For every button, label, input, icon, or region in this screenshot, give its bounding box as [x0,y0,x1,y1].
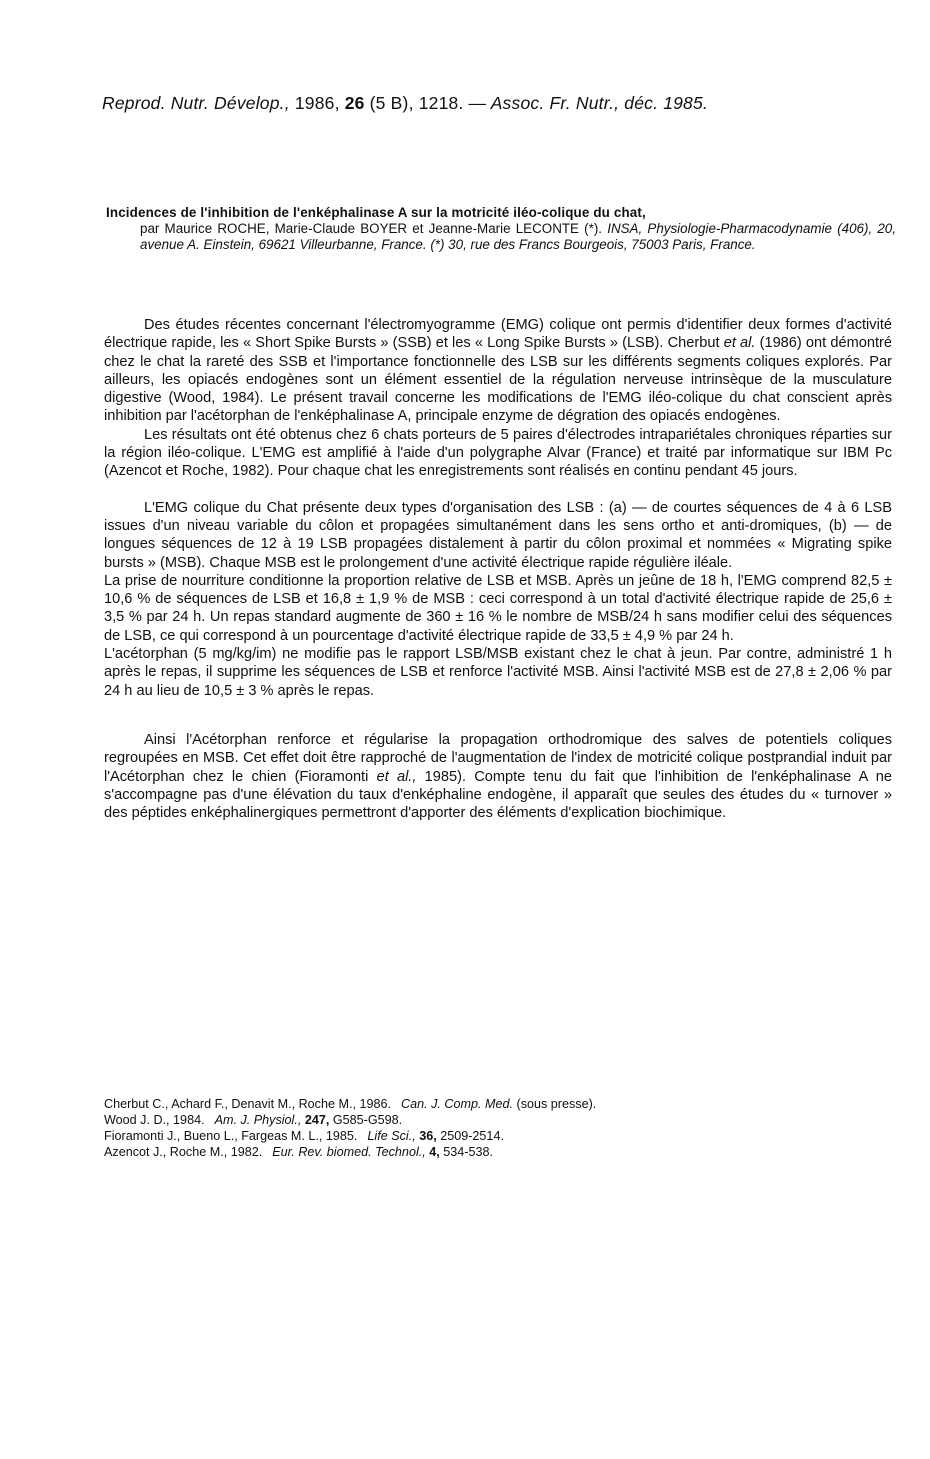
reference-list [104,1096,892,1160]
reference-volume: 36, [419,1129,437,1143]
reference-journal: Am. J. Physiol., [214,1113,302,1127]
running-header [102,93,892,114]
paragraph-results-organisation: L'EMG colique du Chat présente deux types d'organisation des LSB : (a) — de courtes séquences de 4 à 6 LSB issues d'un niveau variable du côlon et propagées simultanément dans les sens ortho et anti-dromiques, (b) — de longues séquences de 12 à 19 LSB propagées distalement à partir du côlon proximal et nommées « Migrating spike bursts » (MSB). Chaque MSB est le prolongement d'une activité électrique rapide régulière iléale. [104,499,892,571]
reference-pages: (sous presse). [516,1097,597,1111]
paragraph-conclusion [104,731,892,822]
paragraph-methods: Les résultats ont été obtenus chez 6 chats porteurs de 5 paires d'électrodes intrapariétales chroniques réparties sur la région iléo-colique. L'EMG est amplifié à l'aide d'un polygraphe Alvar (France) et traité par informatique sur IBM Pc (Azencot et Roche, 1982). Pour chaque chat les enregistrements sont réalisés en continu pendant 45 jours. [104,426,892,480]
paragraph-results-acetorphan: L'acétorphan (5 mg/kg/im) ne modifie pas le rapport LSB/MSB existant chez le chat à jeun. Par contre, administré 1 h après le repas, il supprime les séquences de LSB et renforce l'activité MSB. Ainsi l'activité MSB est de 27,8 ± 2,06 % par 24 h au lieu de 10,5 ± 3 % après le repas. [104,646,892,699]
journal-name: Reprod. Nutr. Dévelop., [102,93,290,113]
reference-authors: Azencot J., Roche M., 1982. [104,1145,263,1159]
conclusion-text-a: Ainsi l'Acétorphan renforce et régularise la propagation orthodromique des salves de potentiels coliques regroupées en MSB. Cet effet doit être rapproché de l'augmentation de l'index de motricité colique postprandial induit par l'Acétorphan chez le chien (Fioramonti [104,731,892,785]
intro-text-b: (1986) ont démontré chez le chat la rareté des SSB et l'importance fonctionnelle des LSB sur les différents segments coliques explorés. Par ailleurs, les opiacés endogènes sont un élément essentiel de la régulation nerveuse intrinsèque de la musculature digestive (Wood, 1984). Le présent travail concerne les modifications de l'EMG iléo-colique du chat conscient après inhibition par l'acétorphan de l'enképhalinase A, principale enzyme de dégration des opiacés endogènes. [104,335,893,425]
reference-journal: Can. J. Comp. Med. [401,1097,513,1111]
reference-journal: Eur. Rev. biomed. Technol., [272,1145,426,1159]
reference-item [104,1128,892,1144]
intro-text-a: Des études récentes concernant l'électromyogramme (EMG) colique ont permis d'identifier deux formes d'activité électrique rapide, les « Short Spike Bursts » (SSB) et les « Long Spike Bursts » (LSB). Cherbut [104,317,892,352]
reference-item [104,1112,892,1128]
journal-volume: 26 [344,93,365,113]
article-title: Incidences de l'inhibition de l'enképhalinase A sur la motricité iléo-colique du chat, [106,205,646,220]
article-body [104,316,892,822]
reference-item [104,1096,892,1112]
journal-year: 1986, [294,93,340,113]
author-names: par Maurice ROCHE, Marie-Claude BOYER et Jeanne-Marie LECONTE (*). [140,221,603,236]
paragraph-results-feeding: La prise de nourriture conditionne la proportion relative de LSB et MSB. Après un jeûne de 18 h, l'EMG comprend 82,5 ± 10,6 % de séquences de LSB et 16,8 ± 1,9 % de MSB : ceci correspond à un total d'activité électrique rapide de 25,6 ± 3,5 % par 24 h. Un repas standard augmente de 360 ± 16 % le nombre de MSB/24 h sans modifier celui des séquences de LSB, ce qui correspond à un pourcentage d'activité électrique rapide de 33,5 ± 4,9 % par 24 h. [104,572,892,644]
reference-item [104,1144,892,1160]
journal-issue: (5 B), 1218. — [369,93,487,113]
conclusion-et-al: et al., [376,768,417,785]
reference-pages: 534-538. [443,1145,493,1159]
author-line [106,221,896,253]
reference-journal: Life Sci., [367,1129,416,1143]
reference-volume: 4, [429,1145,440,1159]
reference-authors: Cherbut C., Achard F., Denavit M., Roche M., 1986. [104,1097,391,1111]
paragraph-introduction [104,316,892,426]
conclusion-text-b: 1985). Compte tenu du fait que l'inhibition de l'enképhalinase A ne s'accompagne pas d'une élévation du taux d'enképhaline endogène, il apparaît que seules des études du « turnover » des péptides enképhalinergiques permettront d'apporter des éléments d'explication biochimique. [104,768,892,822]
reference-pages: 2509-2514. [440,1129,504,1143]
intro-et-al: et al. [723,335,756,352]
reference-authors: Fioramonti J., Bueno L., Fargeas M. L., 1985. [104,1129,358,1143]
association-name: Assoc. Fr. Nutr., déc. 1985. [490,93,708,113]
article-heading [106,205,896,253]
reference-volume: 247, [304,1113,330,1127]
author-affiliation: INSA, Physiologie-Pharmacodynamie (406), 20, avenue A. Einstein, 69621 Villeurbanne, France. (*) 30, rue des Francs Bourgeois, 75003 Paris, France. [140,221,896,252]
reference-authors: Wood J. D., 1984. [104,1113,205,1127]
reference-pages: G585-G598. [332,1113,403,1127]
